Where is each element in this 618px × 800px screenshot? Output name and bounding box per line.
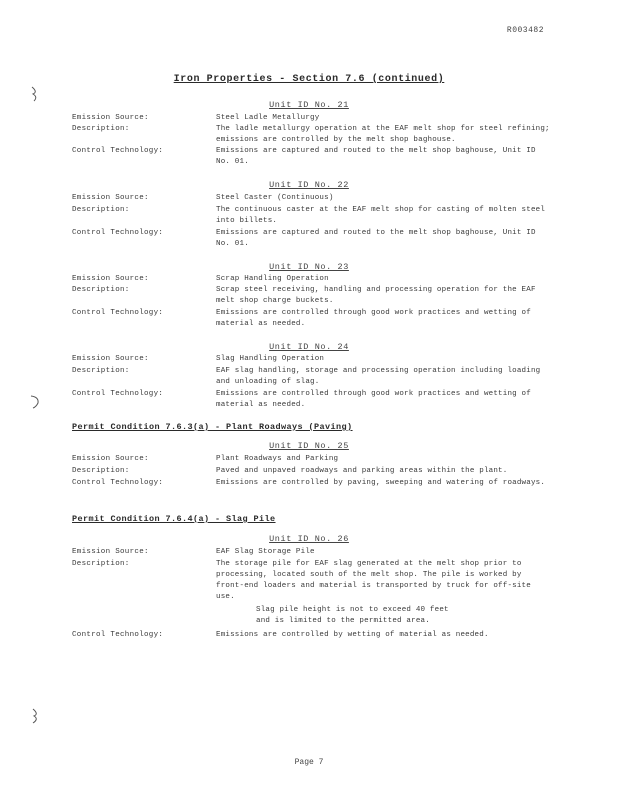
row-label: Emission Source: [72,194,149,202]
hole-punch-mark [30,394,40,410]
unit-heading: Unit ID No. 26 [269,534,349,544]
row-label: Emission Source: [72,275,149,283]
row-label: Description: [72,286,130,294]
unit-row [72,630,552,641]
row-label: Control Technology: [72,631,164,639]
unit-row [72,228,552,250]
unit-row [72,308,552,330]
unit-row [72,124,552,146]
unit-row [72,454,552,465]
row-label: Control Technology: [72,309,164,317]
unit-row [72,478,552,489]
section-heading: Permit Condition 7.6.3(a) - Plant Roadways (Paving) [72,422,353,432]
row-value: The storage pile for EAF slag generated at the melt shop prior to processing, located south of the melt shop. The pile is worked by front-end loaders and material is transported by truck for off-site use. [216,560,531,601]
row-label: Description: [72,125,130,133]
unit-row [72,274,552,285]
unit-row [72,285,552,307]
row-value: Steel Ladle Metallurgy [216,114,320,122]
row-label: Description: [72,206,130,214]
note-line [72,616,552,627]
note-text: and is limited to the permitted area. [256,617,430,625]
note-text: Slag pile height is not to exceed 40 feet [256,606,449,614]
row-label: Control Technology: [72,229,164,237]
unit-row [72,466,552,477]
unit-row [72,366,552,388]
row-label: Control Technology: [72,147,164,155]
row-label: Emission Source: [72,548,149,556]
row-value: Paved and unpaved roadways and parking areas within the plant. [216,467,508,475]
row-value: EAF Slag Storage Pile [216,548,315,556]
row-value: Emissions are captured and routed to the melt shop baghouse, Unit ID No. 01. [216,229,536,248]
unit-heading: Unit ID No. 24 [269,342,349,352]
hole-punch-mark [30,86,40,102]
row-label: Description: [72,367,130,375]
unit-row [72,389,552,411]
unit-row [72,193,552,204]
row-value: Emissions are controlled through good work practices and wetting of material as needed. [216,309,531,328]
row-label: Emission Source: [72,114,149,122]
unit-row [72,354,552,365]
note-line [72,605,552,616]
row-value: Emissions are controlled by wetting of material as needed. [216,631,489,639]
unit-heading: Unit ID No. 23 [269,262,349,272]
document-id: R003482 [506,26,544,35]
unit-heading: Unit ID No. 22 [269,180,349,190]
page-number: Page 7 [294,758,324,767]
row-label: Control Technology: [72,390,164,398]
row-value: Scrap Handling Operation [216,275,329,283]
row-value: Plant Roadways and Parking [216,455,339,463]
row-value: The ladle metallurgy operation at the EAF melt shop for steel refining; emissions are controlled by the melt shop baghouse. [216,125,550,144]
row-value: Emissions are captured and routed to the melt shop baghouse, Unit ID No. 01. [216,147,536,166]
row-label: Control Technology: [72,479,164,487]
row-label: Description: [72,560,130,568]
row-label: Emission Source: [72,355,149,363]
page-title: Iron Properties - Section 7.6 (continued) [173,74,445,85]
row-value: Scrap steel receiving, handling and processing operation for the EAF melt shop charge buckets. [216,286,536,305]
row-label: Emission Source: [72,455,149,463]
unit-row [72,146,552,168]
hole-punch-mark [30,708,40,724]
unit-row [72,113,552,124]
row-value: Steel Caster (Continuous) [216,194,334,202]
row-value: Emissions are controlled through good work practices and wetting of material as needed. [216,390,531,409]
row-value: The continuous caster at the EAF melt shop for casting of molten steel into billets. [216,206,546,225]
unit-row [72,547,552,558]
row-value: Emissions are controlled by paving, sweeping and watering of roadways. [216,479,546,487]
row-value: Slag Handling Operation [216,355,325,363]
unit-row [72,559,552,603]
unit-heading: Unit ID No. 21 [269,100,349,110]
section-heading: Permit Condition 7.6.4(a) - Slag Pile [72,514,276,524]
unit-heading: Unit ID No. 25 [269,441,349,451]
row-label: Description: [72,467,130,475]
row-value: EAF slag handling, storage and processing operation including loading and unloading of slag. [216,367,541,386]
unit-row [72,205,552,227]
